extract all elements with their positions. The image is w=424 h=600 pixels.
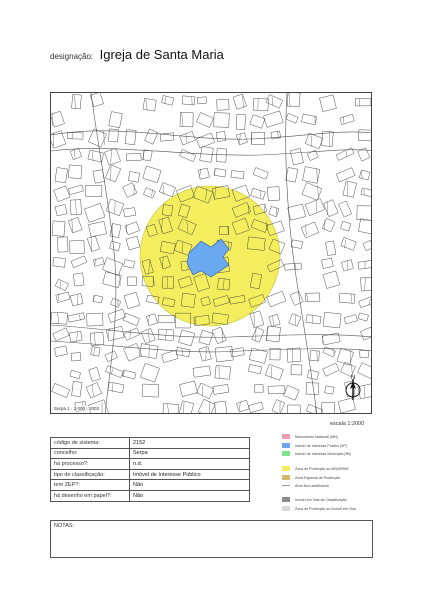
info-value: Não: [130, 490, 250, 501]
map-parcel: [197, 383, 214, 399]
map-parcel-edge: [305, 224, 306, 235]
map-parcel-edge: [111, 368, 112, 374]
map-parcel: [359, 170, 370, 180]
map-parcel: [125, 222, 140, 235]
map-parcel: [160, 133, 174, 141]
map-parcel: [162, 350, 178, 362]
map-parcel: [86, 383, 102, 399]
map-parcel: [291, 365, 302, 375]
map-parcel: [73, 273, 84, 286]
map-parcel-edge: [58, 313, 60, 324]
map-parcel: [269, 206, 279, 217]
map-parcel-edge: [60, 281, 61, 288]
map-parcel: [197, 97, 206, 104]
map-parcel: [213, 384, 229, 394]
map-parcel-edge: [317, 351, 318, 361]
map-parcel: [199, 347, 212, 362]
map-parcel: [248, 364, 261, 373]
map-parcel: [339, 293, 355, 303]
map-parcel: [217, 99, 230, 110]
legend-item: [282, 482, 329, 489]
info-row: [51, 480, 250, 491]
designation-label: designação:: [50, 52, 94, 61]
info-row: [51, 448, 250, 459]
map-parcel: [110, 241, 121, 251]
map-parcel-edge: [347, 261, 348, 270]
info-key: tem ZEP?:: [51, 480, 130, 491]
map-parcel: [198, 399, 215, 414]
map-parcel: [286, 168, 298, 183]
map-parcel: [323, 312, 341, 328]
map-parcel: [109, 112, 123, 128]
map-parcel: [340, 221, 351, 231]
north-label: N: [350, 375, 356, 381]
map-parcel: [250, 311, 264, 328]
map-parcel: [162, 96, 174, 106]
map-parcel: [139, 344, 158, 359]
legend-item: [282, 442, 347, 449]
map-parcel: [288, 204, 306, 220]
map-parcel-edge: [317, 168, 318, 182]
map-parcel: [339, 201, 352, 217]
map-parcel: [358, 313, 369, 321]
map-parcel: [325, 386, 335, 394]
map-parcel: [302, 114, 317, 125]
map-parcel: [249, 402, 264, 413]
map-parcel: [305, 133, 323, 149]
map-parcel: [324, 200, 339, 217]
map-parcel-edge: [115, 201, 116, 214]
map-parcel-edge: [130, 330, 131, 337]
map-parcel: [108, 382, 124, 393]
info-key: código de sistema:: [51, 438, 130, 449]
map-parcel-edge: [295, 315, 296, 325]
map-parcel: [267, 187, 280, 201]
map-scale: escala 1:2000: [330, 421, 365, 427]
map-parcel: [124, 260, 135, 269]
map-parcel: [233, 94, 247, 109]
legend-label: Zona Especial de Protecção: [295, 475, 340, 480]
map-parcel: [146, 314, 157, 326]
map-parcel: [267, 291, 286, 307]
map-parcel-edge: [347, 182, 348, 197]
map-parcel: [68, 313, 85, 322]
map-parcel: [105, 351, 118, 362]
map-parcel-edge: [254, 312, 255, 327]
map-parcel: [199, 330, 213, 345]
legend-swatch: [282, 506, 290, 511]
map-parcel: [124, 208, 136, 217]
map-parcel: [55, 168, 68, 183]
map-parcel: [323, 271, 340, 289]
map-parcel-edge: [289, 93, 290, 107]
map-parcel: [196, 133, 214, 148]
map-parcel-edge: [165, 330, 166, 341]
map-parcel: [91, 347, 101, 357]
map-parcel: [89, 367, 101, 381]
legend-item: [282, 433, 338, 440]
map-parcel: [285, 263, 302, 270]
map-parcel: [143, 188, 155, 199]
map-parcel-edge: [77, 295, 78, 305]
map-parcel-edge: [273, 315, 274, 325]
map-parcel: [360, 327, 372, 340]
map-parcel: [68, 185, 83, 195]
map-parcel: [124, 343, 142, 361]
map-parcel-edge: [186, 133, 187, 143]
map-parcel-edge: [92, 384, 93, 396]
map-parcel-edge: [76, 332, 77, 341]
legend-swatch: [282, 475, 290, 480]
map-parcel: [159, 183, 175, 197]
map-parcel: [90, 332, 104, 345]
map-parcel-edge: [146, 99, 147, 110]
map-parcel: [231, 171, 244, 179]
map-parcel: [215, 365, 231, 379]
map-parcel: [72, 381, 82, 396]
map-parcel: [251, 188, 266, 199]
map-parcel: [52, 221, 65, 236]
map-parcel: [108, 309, 126, 323]
legend-swatch: [282, 434, 290, 439]
map-parcel: [268, 386, 285, 394]
site-name: Igreja de Santa Maria: [99, 47, 224, 62]
map-parcel: [105, 165, 121, 182]
site-info-table: [50, 437, 250, 502]
map-parcel-edge: [151, 189, 152, 196]
map-parcel-edge: [72, 133, 73, 139]
map-parcel: [340, 114, 355, 124]
map-parcel: [124, 292, 140, 309]
map-parcel: [359, 297, 373, 308]
map-parcel: [51, 111, 65, 127]
map-parcel-edge: [307, 293, 308, 301]
map-drawing: [51, 93, 372, 414]
map-parcel: [326, 241, 336, 256]
legend-swatch: [282, 466, 290, 471]
legend-item: [282, 474, 340, 481]
map-parcel-edge: [371, 366, 372, 377]
map-parcel: [123, 313, 140, 326]
map-parcel: [216, 131, 226, 141]
legend-label: Imóvel de Interesse Municipal (IIM): [295, 451, 351, 456]
map-parcel-edge: [206, 348, 207, 361]
map-parcel: [306, 315, 321, 325]
map-parcel-edge: [148, 330, 149, 342]
legend-item: [282, 505, 356, 512]
map-parcel: [88, 221, 106, 237]
map-parcel-edge: [72, 219, 73, 232]
map-parcel: [55, 279, 68, 291]
map-parcel: [323, 363, 340, 376]
map-parcel: [283, 385, 299, 400]
map-parcel: [51, 312, 67, 324]
map-parcel: [301, 222, 319, 238]
info-value: 2152: [130, 438, 250, 449]
map-parcel: [124, 328, 140, 341]
map-parcel-edge: [91, 237, 92, 251]
map-parcel: [320, 95, 337, 112]
map-parcel: [212, 327, 226, 344]
info-value: Imóvel de Interesse Público: [130, 469, 250, 480]
map-parcel-edge: [183, 402, 184, 414]
map-parcel: [337, 348, 354, 365]
map-parcel-edge: [94, 347, 95, 355]
legend-item: [282, 465, 348, 472]
map-parcel-edge: [361, 171, 362, 179]
map-parcel-edge: [76, 200, 77, 215]
map-parcel: [70, 241, 85, 254]
map-parcel-edge: [345, 239, 346, 248]
map-parcel: [53, 257, 66, 267]
map-parcel: [250, 115, 265, 129]
map-parcel-edge: [240, 134, 241, 144]
map-parcel: [69, 331, 82, 342]
map-parcel: [287, 348, 301, 362]
map-parcel: [143, 98, 156, 111]
north-arrow-icon: [345, 373, 361, 401]
map-parcel: [358, 219, 372, 234]
legend-label: Monumento Nacional (MN): [295, 434, 338, 439]
map-parcel: [84, 203, 105, 222]
legend-label: Zona de Protecção ao MN/IIP/IIM: [295, 466, 349, 471]
info-value: n.d.: [130, 459, 250, 470]
legend-swatch: [282, 497, 290, 502]
map-parcel: [236, 114, 245, 129]
map-parcel: [143, 150, 153, 161]
map-parcel: [290, 149, 303, 166]
map-parcel: [305, 199, 325, 216]
info-row: [51, 469, 250, 480]
map-parcel: [179, 401, 194, 414]
map-parcel: [263, 111, 283, 128]
map-parcel: [180, 131, 196, 145]
map-parcel: [267, 326, 281, 342]
document-title: [50, 46, 224, 64]
map-parcel: [290, 291, 303, 305]
map-parcel: [71, 256, 87, 268]
map-parcel-edge: [316, 201, 317, 213]
map-parcel: [67, 132, 83, 139]
map-parcel: [322, 402, 335, 414]
map-parcel-edge: [94, 333, 95, 346]
map-parcel: [87, 236, 100, 252]
map-parcel: [287, 93, 300, 107]
map-parcel: [289, 314, 301, 327]
map-parcel-edge: [182, 349, 183, 356]
map-parcel-edge: [74, 149, 75, 158]
info-row: [51, 459, 250, 470]
map-parcel: [253, 168, 268, 180]
map-parcel: [288, 405, 301, 414]
map-road: [51, 325, 372, 337]
map-parcel: [55, 205, 67, 216]
map-parcel: [56, 292, 70, 302]
map-parcel: [126, 236, 140, 250]
map-parcel: [254, 385, 263, 393]
info-key: há desenho em papel?:: [51, 490, 130, 501]
map-parcel: [344, 315, 358, 324]
map-parcel: [361, 277, 373, 291]
map-parcel-edge: [182, 113, 183, 127]
notes-label: NOTAS:: [54, 523, 75, 529]
legend-item: [282, 496, 347, 503]
map-parcel: [180, 150, 196, 162]
notes-box[interactable]: [50, 520, 373, 558]
map-parcel: [55, 346, 68, 357]
legend-label: Imóvel de Interesse Público (IIP): [295, 443, 347, 448]
info-row: [51, 438, 250, 449]
map-parcel: [265, 364, 283, 380]
map-parcel: [145, 129, 158, 144]
map-parcel-edge: [200, 169, 201, 178]
map-parcel: [163, 403, 179, 414]
map-parcel-edge: [79, 314, 80, 320]
map-parcel-edge: [168, 404, 169, 414]
map-parcel: [68, 217, 82, 233]
map-parcel-edge: [165, 97, 166, 104]
map-parcel-edge: [75, 95, 76, 109]
info-key: tipo de classificação:: [51, 469, 130, 480]
map-parcel: [306, 383, 319, 395]
legend-item: [282, 450, 351, 457]
map-parcel: [286, 113, 298, 123]
map-parcel: [68, 165, 81, 179]
map-parcel: [158, 315, 175, 322]
map-parcel: [182, 96, 195, 105]
map-parcel-edge: [329, 132, 330, 147]
map-parcel: [291, 240, 302, 249]
map-parcel: [360, 350, 369, 358]
map-parcel: [336, 168, 355, 182]
map-parcel: [142, 384, 159, 397]
map-parcel-edge: [239, 402, 241, 411]
map-parcel: [87, 313, 103, 326]
map-parcel: [272, 400, 285, 414]
map-parcel: [215, 346, 233, 362]
map-parcel: [54, 186, 70, 202]
map-parcel: [71, 353, 81, 362]
map-parcel: [72, 94, 82, 109]
info-value: Não: [130, 480, 250, 491]
map-parcel: [252, 327, 264, 342]
info-key: há processo?:: [51, 459, 130, 470]
map-parcel: [70, 293, 83, 306]
map-parcel: [321, 258, 333, 269]
map-parcel: [106, 326, 124, 341]
map-parcel-edge: [111, 150, 112, 164]
map-parcel: [215, 401, 227, 414]
map-parcel: [269, 314, 280, 326]
map-parcel: [105, 366, 123, 378]
legend-label: Área Non-aedificandi: [295, 483, 329, 488]
map-parcel: [70, 370, 81, 379]
map-road: [286, 93, 317, 414]
map-parcel: [310, 351, 320, 362]
map-parcel: [126, 153, 141, 161]
legend-swatch: [282, 443, 290, 448]
legend-label: Zona de Protecção ao Imóvel em Vias: [295, 506, 356, 511]
map-parcel: [237, 400, 250, 412]
map-parcel: [104, 148, 120, 165]
info-key: concelho:: [51, 448, 130, 459]
map-parcel: [122, 370, 136, 379]
location-map[interactable]: [50, 92, 372, 414]
map-parcel: [363, 240, 372, 250]
map-parcel-edge: [351, 294, 352, 303]
map-parcel: [343, 181, 357, 198]
map-parcel: [53, 328, 69, 341]
map-parcel: [193, 366, 211, 377]
map-parcel: [214, 168, 226, 177]
map-parcel: [143, 166, 161, 183]
map-road: [51, 131, 372, 139]
map-parcel: [253, 98, 268, 111]
legend-swatch: [282, 451, 290, 456]
legend-label: Imóvel em Vias de Classificação: [295, 497, 347, 502]
map-parcel: [70, 148, 82, 160]
map-parcel: [58, 237, 68, 252]
map-parcel-edge: [192, 96, 193, 104]
map-parcel-edge: [111, 166, 112, 180]
map-parcel: [123, 183, 137, 198]
map-parcel: [355, 99, 371, 106]
map-parcel: [179, 381, 197, 397]
map-parcel: [198, 168, 209, 179]
map-parcel: [52, 383, 70, 397]
info-value: Serpa: [130, 448, 250, 459]
map-parcel-edge: [333, 349, 334, 355]
map-parcel-edge: [148, 315, 149, 325]
map-parcel: [197, 113, 214, 128]
map-parcel: [93, 170, 105, 184]
map-credit: Serpa 1 · 2.000 · 2003: [54, 406, 100, 411]
map-parcel: [214, 113, 230, 128]
map-parcel: [306, 404, 323, 414]
map-parcel-edge: [92, 152, 93, 161]
map-parcel: [307, 370, 319, 380]
map-parcel: [128, 172, 139, 183]
legend-swatch: [282, 485, 290, 486]
map-parcel: [359, 130, 372, 141]
map-parcel: [236, 133, 247, 145]
map-parcel: [86, 185, 102, 196]
map-parcel: [361, 188, 372, 197]
map-parcel-edge: [364, 278, 365, 291]
info-row: [51, 490, 250, 501]
map-parcel: [140, 363, 159, 382]
map-parcel: [127, 277, 136, 286]
map-parcel: [341, 237, 357, 250]
map-parcel: [179, 330, 195, 346]
map-parcel: [216, 148, 226, 162]
map-parcel: [90, 93, 103, 107]
map-parcel: [357, 206, 372, 221]
map-parcel-edge: [209, 401, 210, 414]
